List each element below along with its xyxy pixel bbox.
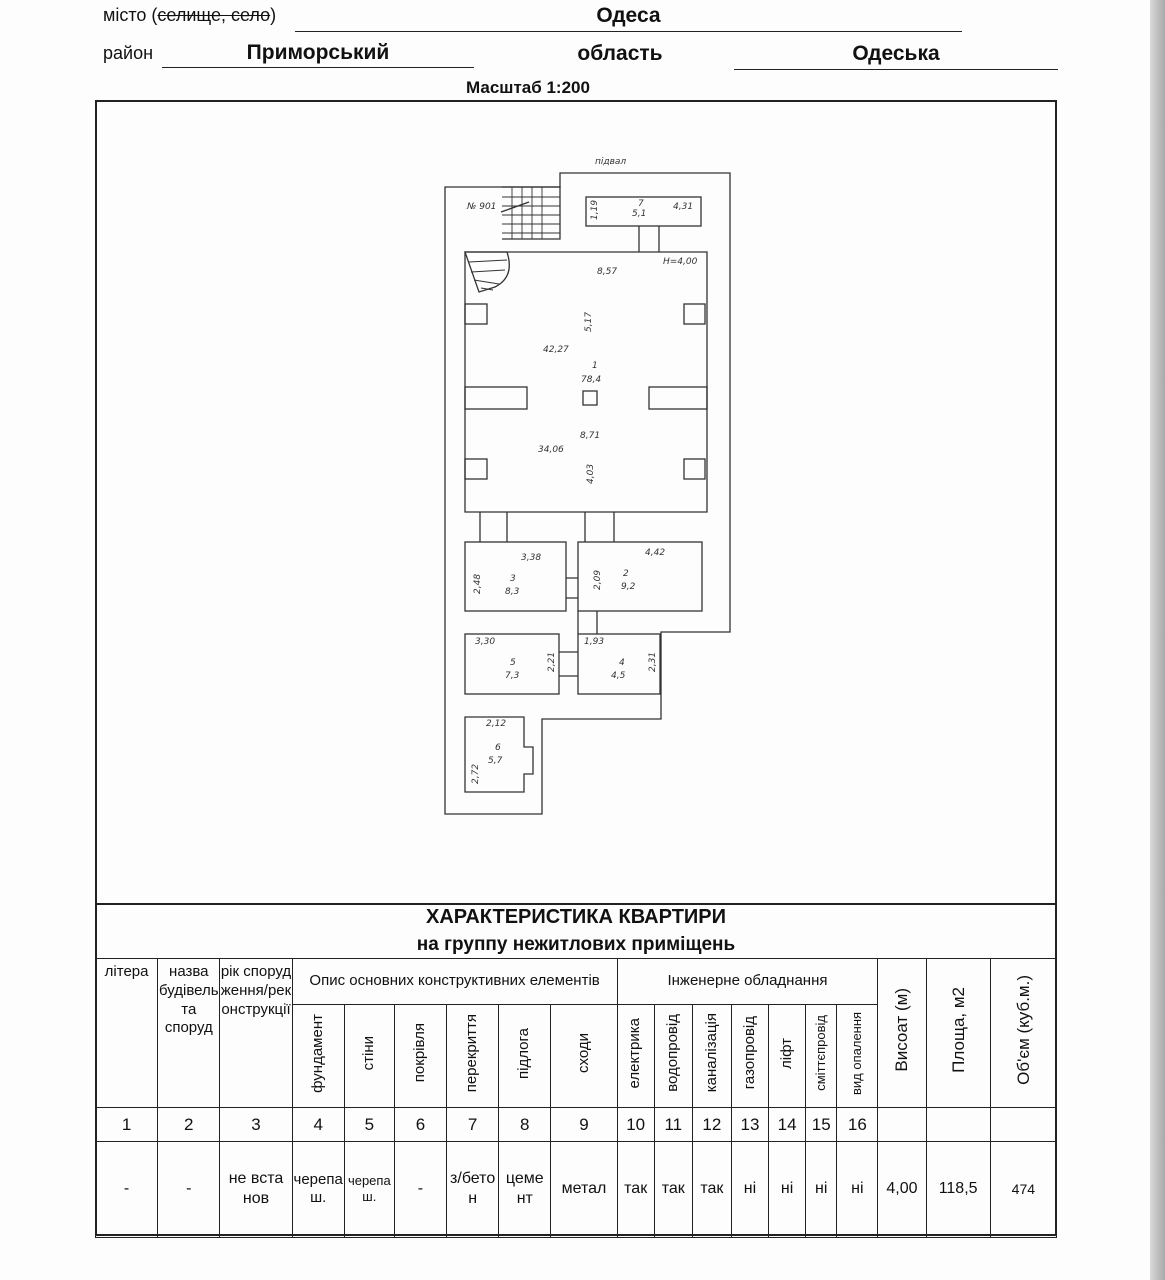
room-number: 5 <box>510 658 516 668</box>
group-construct: Опис основних конструктивних елементів <box>292 959 617 1005</box>
value-walls: черепаш. <box>344 1141 394 1237</box>
dimension-label: 4,03 <box>586 463 596 484</box>
col-number: 5 <box>344 1107 394 1141</box>
col-number: 10 <box>617 1107 654 1141</box>
room-number: 4 <box>619 658 625 668</box>
room-number: 1 <box>592 361 598 371</box>
room-area: 7,3 <box>505 671 520 681</box>
room-area: 78,4 <box>581 375 602 385</box>
dimension-label: 3,38 <box>521 553 542 563</box>
dimension-label: 2,72 <box>471 763 481 784</box>
city-label-struck: селище, село <box>157 5 271 25</box>
dimension-label: 34,06 <box>538 445 564 455</box>
value-electric: так <box>617 1141 654 1237</box>
col-number: 8 <box>499 1107 551 1141</box>
dimension-label: 42,27 <box>543 345 569 355</box>
value-gas: ні <box>731 1141 768 1237</box>
values-row <box>96 1141 1057 1237</box>
region-label: область <box>577 42 663 65</box>
value-stairs: метал <box>551 1141 617 1237</box>
sub-heating: вид опалення <box>849 1011 865 1095</box>
basement-label: підвал <box>595 157 627 167</box>
room-number: 3 <box>510 574 516 584</box>
value-water: так <box>654 1141 692 1237</box>
col-number: 4 <box>292 1107 344 1141</box>
col-year: рік спорудження/реконструкції <box>220 959 292 1108</box>
col-number: 14 <box>769 1107 806 1141</box>
sub-gas: газопровід <box>740 1016 758 1090</box>
col-volume: Об'єм (куб.м.) <box>1013 975 1033 1085</box>
column-numbers-row <box>96 1107 1057 1141</box>
dimension-label: 4,42 <box>645 548 666 558</box>
dimension-label: 5,17 <box>584 311 594 332</box>
value-foundation: черепаш. <box>292 1141 344 1237</box>
value-volume: 474 <box>990 1141 1056 1237</box>
value-litera: - <box>96 1141 158 1237</box>
sub-sewer: каналізація <box>702 1013 720 1093</box>
dimension-label: 4,31 <box>673 202 694 212</box>
col-number: 6 <box>394 1107 446 1141</box>
col-number: 3 <box>220 1107 292 1141</box>
col-number: 15 <box>806 1107 837 1141</box>
sub-floors: перекриття <box>463 1013 481 1093</box>
room-area: 5,7 <box>488 756 503 766</box>
dimension-label: 1,19 <box>590 199 600 220</box>
value-flooring: цемент <box>499 1141 551 1237</box>
city-label-suffix: ) <box>270 5 277 25</box>
value-heating: ні <box>837 1141 878 1237</box>
height-label: Н=4,00 <box>663 257 698 267</box>
characteristics-title: ХАРАКТЕРИСТИКА КВАРТИРИ <box>425 906 726 928</box>
dimension-label: 8,71 <box>580 431 601 441</box>
col-number: 12 <box>692 1107 731 1141</box>
dimension-label: 2,48 <box>473 573 483 594</box>
col-number: 16 <box>837 1107 878 1141</box>
group-engineering: Інженерне обладнання <box>617 959 878 1005</box>
col-number: 13 <box>731 1107 768 1141</box>
value-lift: ні <box>769 1141 806 1237</box>
region-value: Одеська <box>734 42 1058 70</box>
room-number: 6 <box>495 743 501 753</box>
value-sewer: так <box>692 1141 731 1237</box>
dimension-label: 2,12 <box>486 719 507 729</box>
value-garbage: ні <box>806 1141 837 1237</box>
district-value: Приморський <box>162 41 474 68</box>
value-area: 118,5 <box>926 1141 990 1237</box>
plan-divider <box>97 903 1055 905</box>
sub-stairs: сходи <box>574 1033 592 1073</box>
col-litera: літера <box>96 959 158 1108</box>
room-area: 9,2 <box>621 582 636 592</box>
sub-garbage: сміттєпровід <box>813 1015 829 1091</box>
sub-roof: покрівля <box>411 1023 429 1083</box>
city-label-prefix: місто ( <box>103 5 158 25</box>
city-value: Одеса <box>295 4 962 32</box>
city-label <box>103 5 276 26</box>
sub-lift: ліфт <box>777 1037 795 1069</box>
col-number: 1 <box>96 1107 158 1141</box>
room-area: 8,3 <box>505 587 520 597</box>
value-floors: з/бетон <box>447 1141 499 1237</box>
characteristics-table <box>95 958 1057 1238</box>
dimension-label: 2,09 <box>593 569 603 590</box>
col-name: назва будівель та споруд <box>158 959 220 1108</box>
col-number: 9 <box>551 1107 617 1141</box>
dimension-label: 2,21 <box>547 651 557 672</box>
value-height: 4,00 <box>878 1141 926 1237</box>
dimension-label: 3,30 <box>475 637 496 647</box>
scale-label: Масштаб 1:200 <box>466 78 590 97</box>
sub-flooring: підлога <box>515 1027 533 1079</box>
floor-plan <box>97 102 1055 902</box>
outer-wall <box>445 173 730 814</box>
col-number: 11 <box>654 1107 692 1141</box>
value-roof: - <box>394 1141 446 1237</box>
col-area: Площа, м2 <box>948 987 968 1073</box>
col-number: 7 <box>447 1107 499 1141</box>
value-year: не встанов <box>220 1141 292 1237</box>
room-number: 7 <box>638 199 644 209</box>
characteristics-subtitle: на группу нежитлових приміщень <box>416 934 736 955</box>
dimension-label: 2,31 <box>648 651 658 672</box>
col-height: Висоат (м) <box>892 988 912 1072</box>
house-number: № 901 <box>467 202 497 212</box>
district-label: район <box>103 43 154 63</box>
room-area: 5,1 <box>632 209 647 219</box>
value-name: - <box>158 1141 220 1237</box>
scan-edge <box>1150 0 1165 1280</box>
dimension-label: 1,93 <box>584 637 605 647</box>
room-area: 4,5 <box>611 671 626 681</box>
stair-block <box>502 187 560 239</box>
col-number: 2 <box>158 1107 220 1141</box>
sub-walls: стіни <box>359 1035 377 1071</box>
sub-foundation: фундамент <box>308 1013 326 1093</box>
dimension-label: 8,57 <box>597 267 618 277</box>
sub-water: водопровід <box>663 1014 681 1092</box>
room-number: 2 <box>623 569 629 579</box>
sub-electric: електрика <box>626 1017 644 1089</box>
